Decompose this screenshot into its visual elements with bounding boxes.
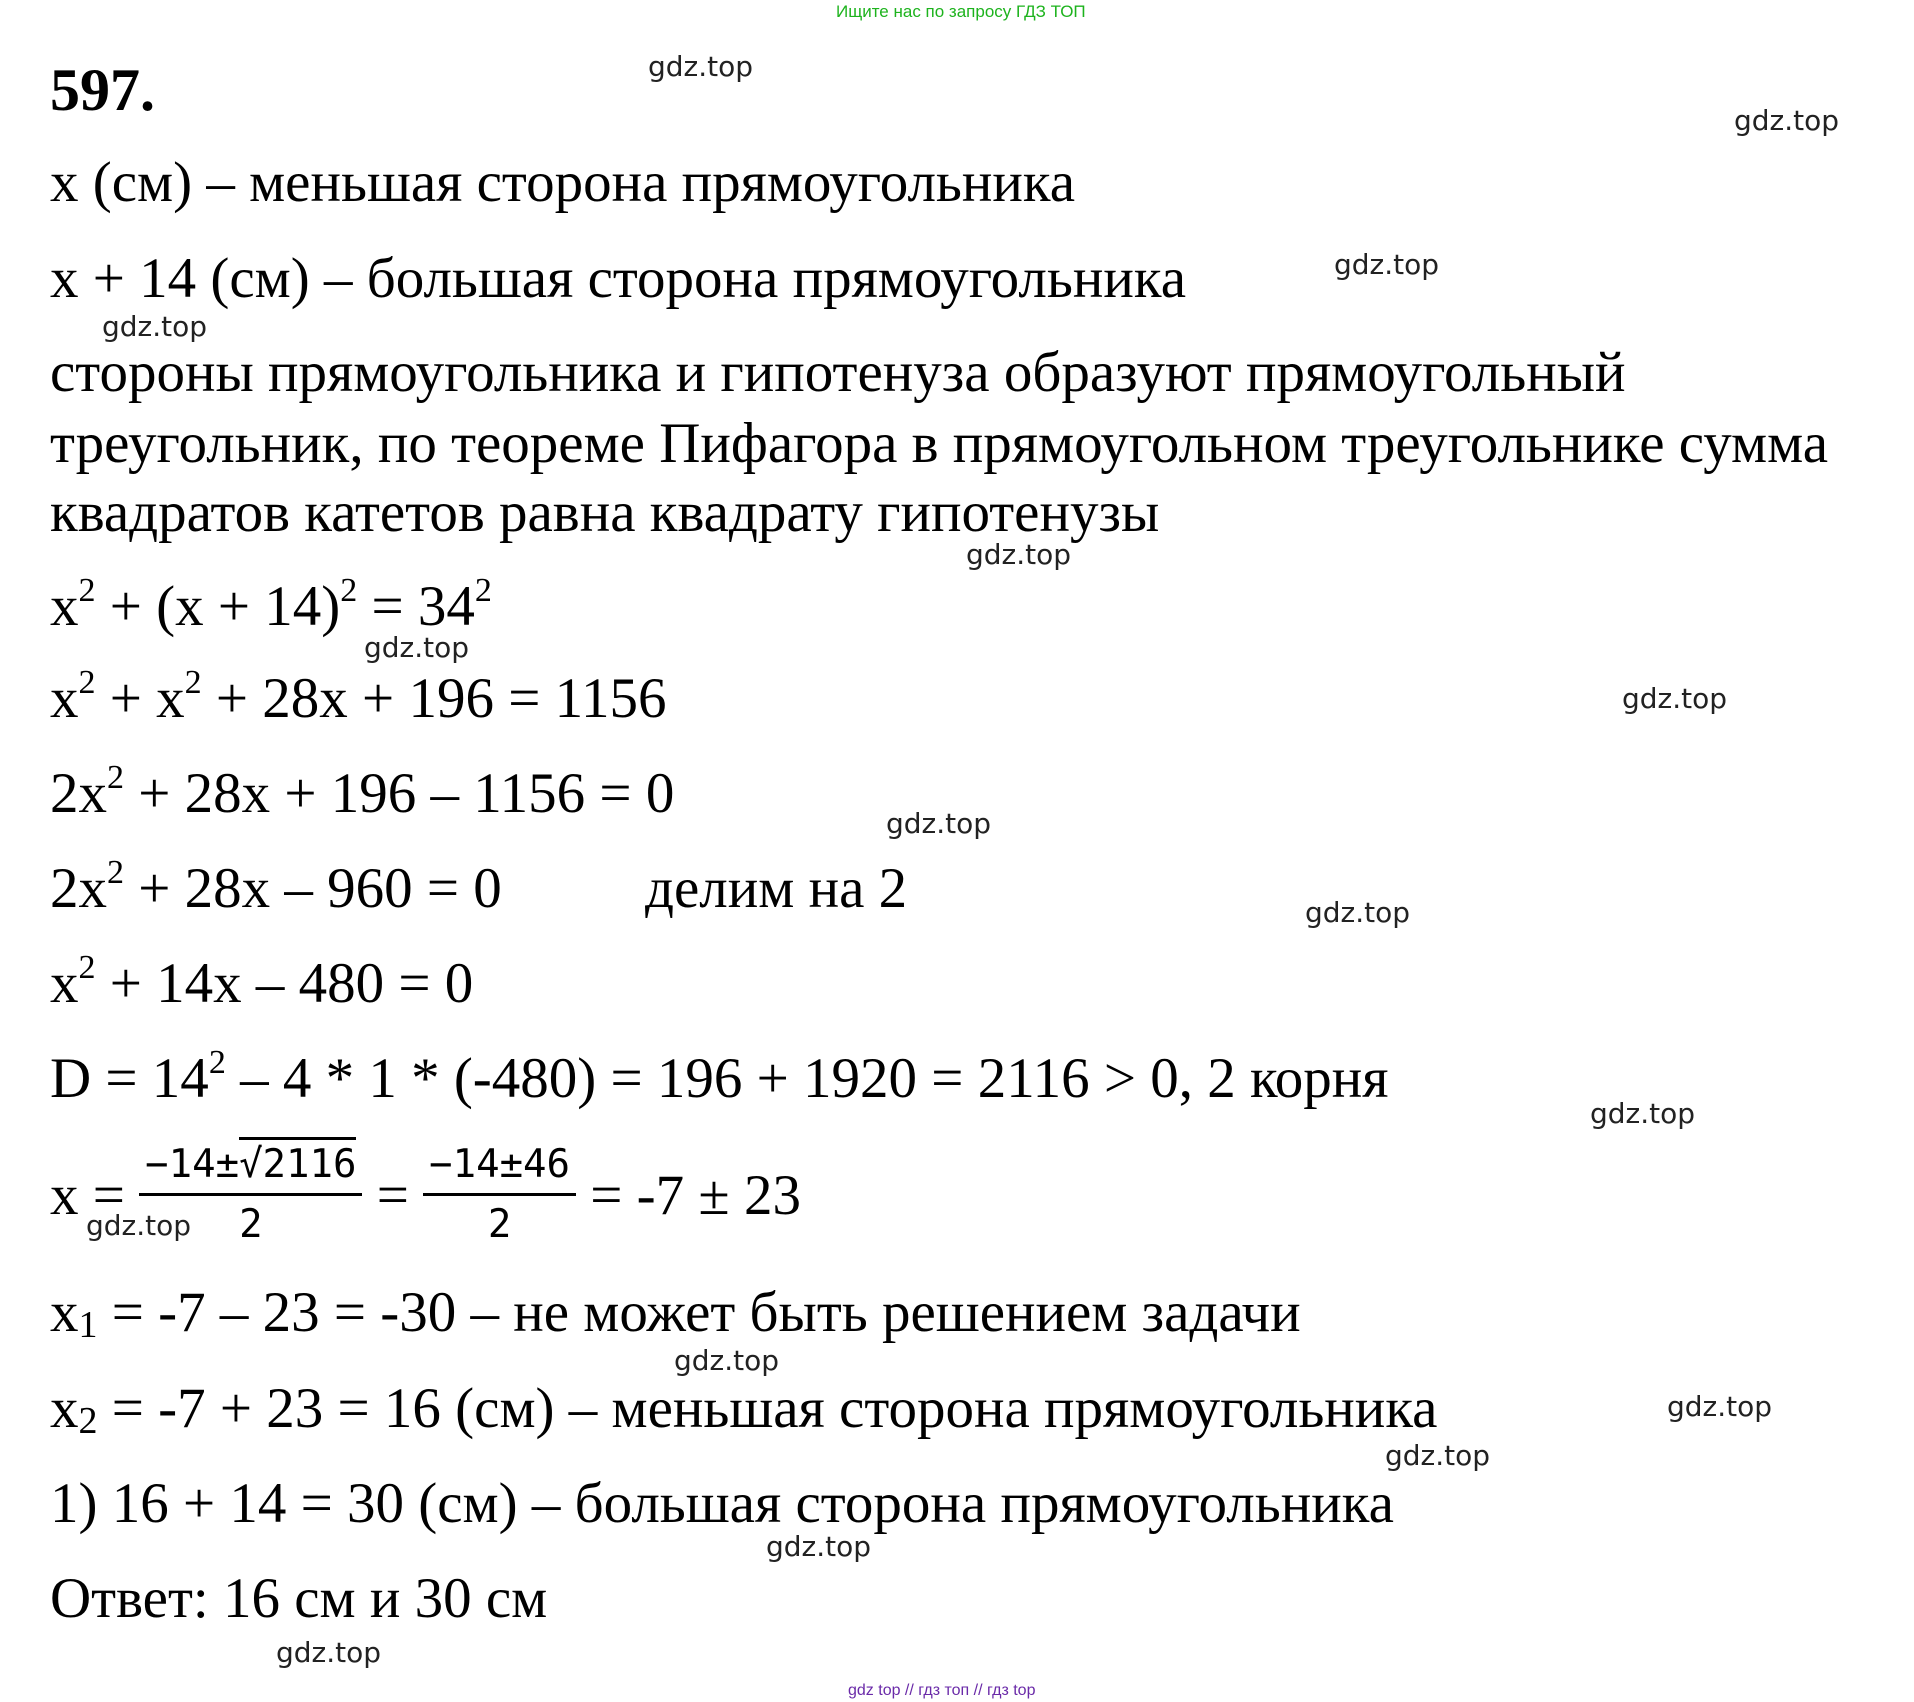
answer: Ответ: 16 см и 30 см: [50, 1567, 548, 1630]
x2-base: x: [50, 1377, 79, 1440]
x2-index: 2: [78, 1400, 98, 1442]
watermark: gdz.top: [648, 50, 754, 83]
eq1-b: + (x + 14): [95, 575, 341, 638]
fraction-2-numerator: −14±46: [423, 1144, 576, 1196]
x1-base: x: [50, 1281, 79, 1344]
step-1: 1) 16 + 14 = 30 (см) – большая сторона прямоугольника: [50, 1472, 1394, 1535]
eq2-exp-2: 2: [184, 664, 202, 701]
watermark: gdz.top: [1667, 1390, 1773, 1423]
roots-x: x: [50, 1163, 79, 1227]
eq4-a: 2x: [50, 857, 107, 920]
watermark: gdz.top: [674, 1344, 780, 1377]
root-x1: [50, 1281, 1301, 1346]
watermark: gdz.top: [1305, 896, 1411, 929]
x2-rest: = -7 + 23 = 16 (см) – меньшая сторона прямоугольника: [97, 1377, 1438, 1440]
text-line-4: треугольник, по теореме Пифагора в прямоугольном треугольнике сумма: [50, 412, 1829, 475]
watermark: gdz.top: [364, 631, 470, 664]
fraction-1-numerator: [139, 1144, 362, 1196]
fraction-2: [423, 1144, 576, 1247]
equation-2: [50, 664, 667, 730]
equation-4: [50, 854, 502, 920]
watermark: gdz.top: [1622, 682, 1728, 715]
watermark: gdz.top: [86, 1209, 192, 1242]
eq6-a: D = 14: [50, 1047, 209, 1110]
x1-index: 1: [78, 1304, 98, 1346]
eq5-a: x: [50, 952, 79, 1015]
watermark: gdz.top: [1385, 1439, 1491, 1472]
eq3-b: + 28x + 196 – 1156 = 0: [124, 762, 675, 825]
watermark: gdz.top: [102, 310, 208, 343]
watermark: gdz.top: [1734, 104, 1840, 137]
fraction-2-denominator: 2: [487, 1201, 512, 1247]
eq5-b: + 14x – 480 = 0: [95, 952, 474, 1015]
search-banner: Ищите нас по запросу ГДЗ ТОП: [836, 2, 1086, 21]
watermark: gdz.top: [966, 538, 1072, 571]
eq6-exp: 2: [208, 1044, 226, 1081]
text-line-1: x (см) – меньшая сторона прямоугольника: [50, 151, 1076, 214]
sqrt-radical: √2116: [239, 1137, 356, 1187]
eq5-exp: 2: [78, 949, 96, 986]
fraction-1-denominator: 2: [239, 1201, 263, 1247]
eq4-b: + 28x – 960 = 0: [124, 857, 502, 920]
x1-rest: = -7 – 23 = -30 – не может быть решением задачи: [97, 1281, 1301, 1344]
eq1-exp-3: 2: [474, 572, 492, 609]
watermark: gdz.top: [1590, 1097, 1696, 1130]
discriminant-line: [50, 1044, 1389, 1110]
eq1-exp-1: 2: [78, 572, 96, 609]
eq1-exp-2: 2: [340, 572, 358, 609]
eq3-exp: 2: [107, 759, 124, 796]
equation-1: [50, 572, 492, 638]
problem-number: 597.: [50, 57, 155, 123]
text-line-5: квадратов катетов равна квадрату гипотенузы: [50, 481, 1160, 544]
eq1-c: = 34: [357, 575, 475, 638]
watermark: gdz.top: [766, 1530, 872, 1563]
text-line-3: стороны прямоугольника и гипотенуза образуют прямоугольный: [50, 341, 1626, 404]
eq2-exp-1: 2: [78, 664, 96, 701]
eq6-b: – 4 * 1 * (-480) = 196 + 1920 = 2116 > 0, 2 корня: [225, 1047, 1389, 1110]
eq2-b: + x: [95, 667, 185, 730]
text-line-2: x + 14 (см) – большая сторона прямоугольника: [50, 247, 1186, 310]
roots-result: = -7 ± 23: [590, 1163, 801, 1227]
watermark: gdz.top: [276, 1636, 382, 1669]
roots-eq-sign-2: =: [376, 1163, 409, 1227]
roots-eq-sign-1: =: [92, 1163, 125, 1227]
equation-3: [50, 759, 675, 825]
eq2-a: x: [50, 667, 79, 730]
watermark: gdz.top: [886, 807, 992, 840]
eq2-c: + 28x + 196 = 1156: [201, 667, 667, 730]
eq1-a: x: [50, 575, 79, 638]
watermark: gdz.top: [1334, 248, 1440, 281]
num1-prefix: −14±: [145, 1142, 240, 1187]
equation-5: [50, 949, 474, 1015]
eq4-exp: 2: [107, 854, 124, 891]
footer-links: gdz top // гдз топ // гдз top: [848, 1682, 1036, 1699]
eq4-note: делим на 2: [645, 857, 908, 920]
root-x2: [50, 1377, 1438, 1442]
eq3-a: 2x: [50, 762, 107, 825]
